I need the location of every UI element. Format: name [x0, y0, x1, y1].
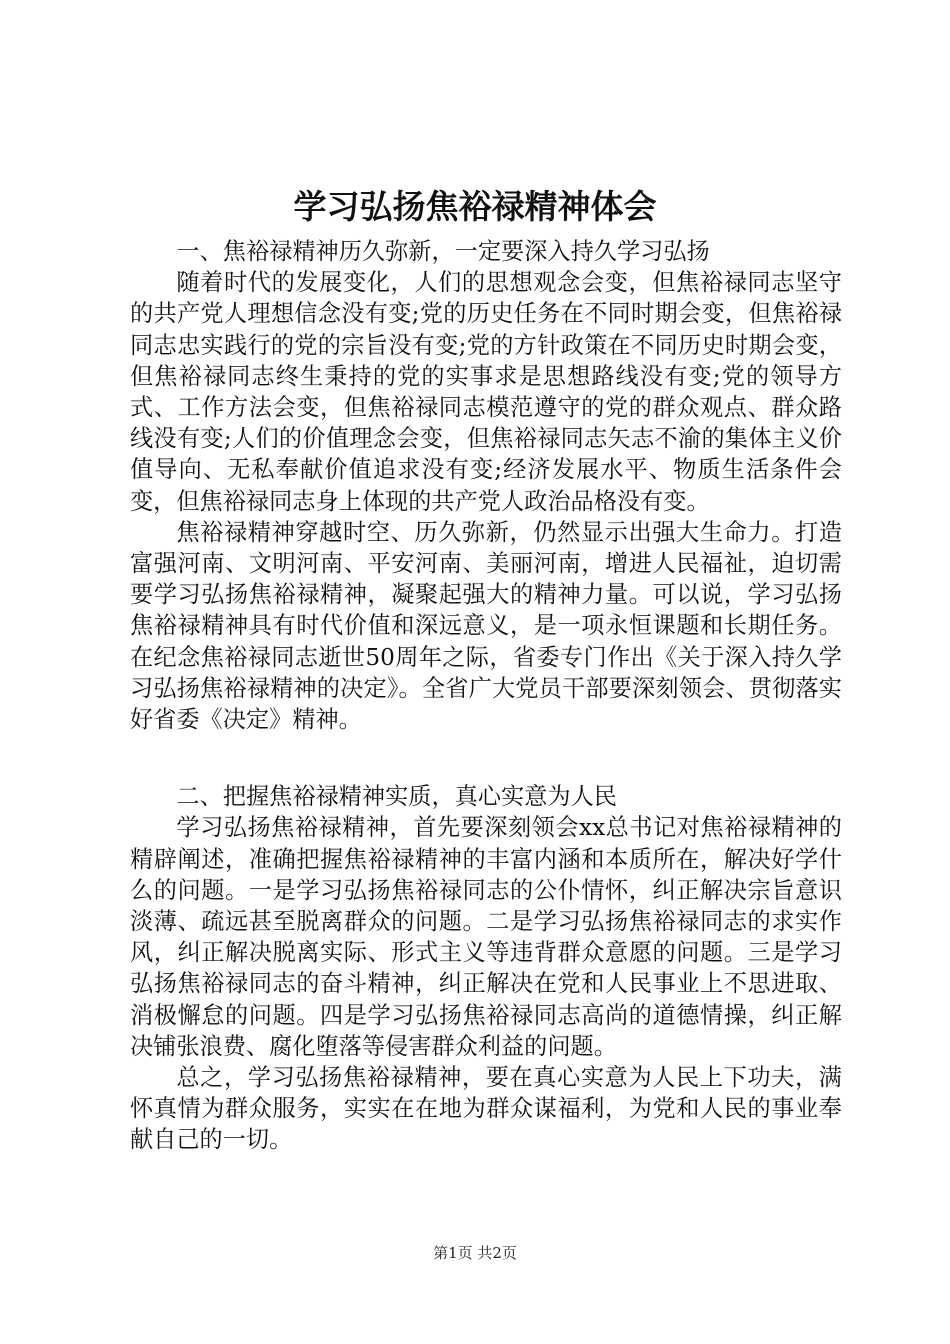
section-spacer [130, 735, 842, 781]
paragraph: 总之，学习弘扬焦裕禄精神，要在真心实意为人民上下功夫，满怀真情为群众服务，实实在在地为群众谋福利，为党和人民的事业奉献自己的一切。 [130, 1064, 842, 1154]
page-number-footer: 第1页 共2页 [433, 1244, 517, 1262]
document-title: 学习弘扬焦裕禄精神体会 [293, 187, 657, 226]
section-heading-1: 一、焦裕禄精神历久弥新，一定要深入持久学习弘扬 [176, 238, 710, 265]
paragraph: 学习弘扬焦裕禄精神，首先要深刻领会xx总书记对焦裕禄精神的精辟阐述，准确把握焦裕禄精神的丰富内涵和本质所在，解决好学什么的问题。一是学习弘扬焦裕禄同志的公仆情怀，纠正解决宗旨意识淡薄、疏远甚至脱离群众的问题。二是学习弘扬焦裕禄同志的求实作风，纠正解决脱离实际、形式主义等违背群众意愿的问题。三是学习弘扬焦裕禄同志的奋斗精神，纠正解决在党和人民事业上不思进取、消极懈怠的问题。四是学习弘扬焦裕禄同志高尚的道德情操，纠正解决铺张浪费、腐化堕落等侵害群众利益的问题。 [130, 814, 842, 1060]
paragraph: 焦裕禄精神穿越时空、历久弥新，仍然显示出强大生命力。打造富强河南、文明河南、平安河南、美丽河南，增进人民福祉，迫切需要学习弘扬焦裕禄精神，凝聚起强大的精神力量。可以说，学习弘扬焦裕禄精神具有时代价值和深远意义，是一项永恒课题和长期任务。在纪念焦裕禄同志逝世50周年之际，省委专门作出《关于深入持久学习弘扬焦裕禄精神的决定》。全省广大党员干部要深刻领会、贯彻落实好省委《决定》精神。 [130, 518, 842, 734]
paragraph: 随着时代的发展变化，人们的思想观念会变，但焦裕禄同志坚守的共产党人理想信念没有变;党的历史任务在不同时期会变，但焦裕禄同志忠实践行的党的宗旨没有变;党的方针政策在不同历史时期会变，但焦裕禄同志终生秉持的党的实事求是思想路线没有变;党的领导方式、工作方法会变，但焦裕禄同志模范遵守的党的群众观点、群众路线没有变;人们的价值理念会变，但焦裕禄同志矢志不渝的集体主义价值导向、无私奉献价值追求没有变;经济发展水平、物质生活条件会变，但焦裕禄同志身上体现的共产党人政治品格没有变。 [130, 269, 842, 515]
document-body [130, 236, 842, 1156]
section-heading-2: 二、把握焦裕禄精神实质，真心实意为人民 [176, 783, 617, 811]
